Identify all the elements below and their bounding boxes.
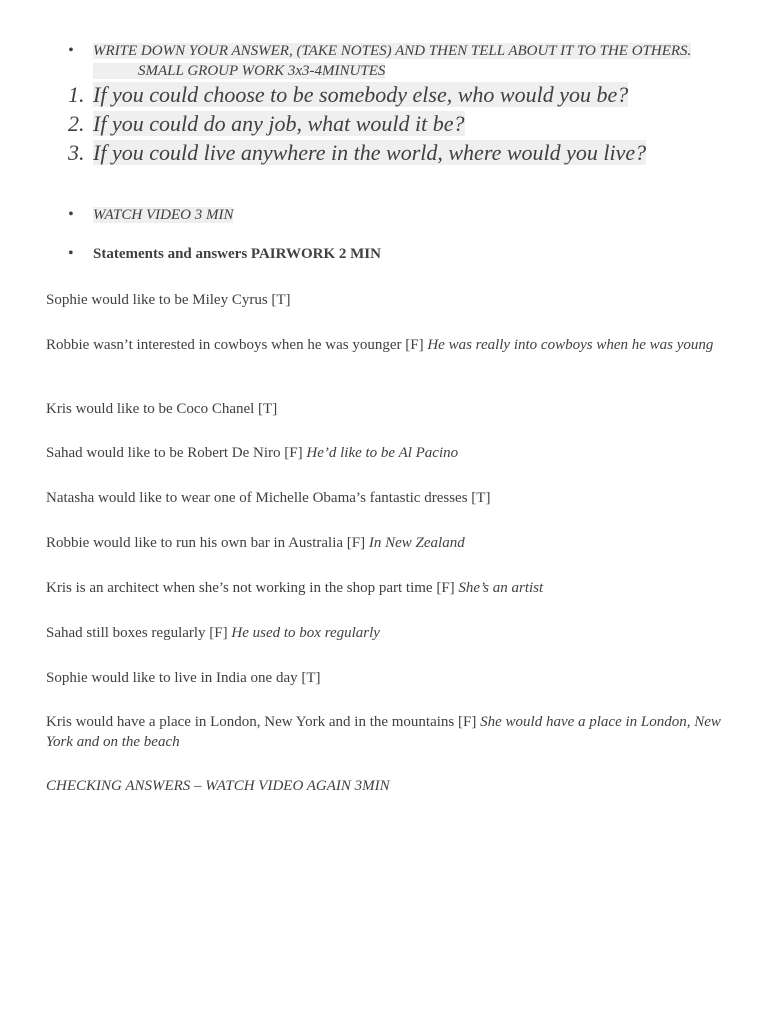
- statement: [46, 291, 726, 311]
- watch-video-text: WATCH VIDEO 3 MIN: [93, 207, 234, 223]
- statement-text: Sophie would like to be Miley Cyrus [T]: [46, 292, 291, 308]
- question-item: [68, 138, 646, 167]
- statement-text: Sophie would like to live in India one day [T]: [46, 670, 321, 686]
- question-text: If you could do any job, what would it be?: [93, 111, 465, 136]
- bullet-marker: •: [68, 42, 74, 59]
- statement-correction: In New Zealand: [368, 535, 465, 551]
- statement: [46, 713, 726, 752]
- bullet-marker: •: [68, 245, 74, 262]
- question-text: If you could live anywhere in the world, where would you live?: [93, 140, 647, 165]
- checking-answers: CHECKING ANSWERS – WATCH VIDEO AGAIN 3MIN: [46, 778, 390, 794]
- statement-text: Kris would have a place in London, New York and in the mountains [F]: [46, 714, 481, 730]
- statement-correction: She’s an artist: [458, 580, 544, 596]
- statement-text: Kris would like to be Coco Chanel [T]: [46, 401, 278, 417]
- instructions-line-1: WRITE DOWN YOUR ANSWER, (TAKE NOTES) AND THEN TELL ABOUT IT TO THE OTHERS.: [93, 43, 692, 59]
- statement-text: Robbie would like to run his own bar in Australia [F]: [46, 535, 369, 551]
- statement: [46, 336, 726, 356]
- bullet-marker: •: [68, 206, 74, 223]
- instructions-line-2: SMALL GROUP WORK 3x3-4MINUTES: [93, 63, 385, 79]
- statement: [46, 579, 726, 599]
- statement-text: Robbie wasn’t interested in cowboys when he was younger [F]: [46, 337, 428, 353]
- statement: [46, 669, 726, 689]
- statement: [46, 489, 726, 509]
- question-number: 1.: [68, 82, 85, 107]
- statement-correction: He’d like to be Al Pacino: [306, 445, 459, 461]
- statement-text: Sahad would like to be Robert De Niro [F]: [46, 445, 307, 461]
- statement: [46, 400, 726, 420]
- statement-text: Natasha would like to wear one of Michelle Obama’s fantastic dresses [T]: [46, 490, 491, 506]
- statement-correction: She would have a place in London, New York and on the beach: [46, 714, 721, 750]
- statement: [46, 444, 726, 464]
- statement-correction: He used to box regularly: [231, 625, 380, 641]
- statement-text: Sahad still boxes regularly [F]: [46, 625, 232, 641]
- pairwork-heading: Statements and answers PAIRWORK 2 MIN: [93, 246, 381, 262]
- watch-video-item: [93, 207, 233, 224]
- question-number: 3.: [68, 140, 85, 165]
- statement-text: Kris is an architect when she’s not working in the shop part time [F]: [46, 580, 459, 596]
- statement: [46, 534, 726, 554]
- statement: [46, 624, 726, 644]
- statement-correction: He was really into cowboys when he was young: [427, 337, 714, 353]
- question-item: [68, 109, 465, 138]
- question-item: [68, 80, 628, 109]
- instructions-block: [93, 42, 733, 81]
- question-text: If you could choose to be somebody else, who would you be?: [93, 82, 629, 107]
- question-number: 2.: [68, 111, 85, 136]
